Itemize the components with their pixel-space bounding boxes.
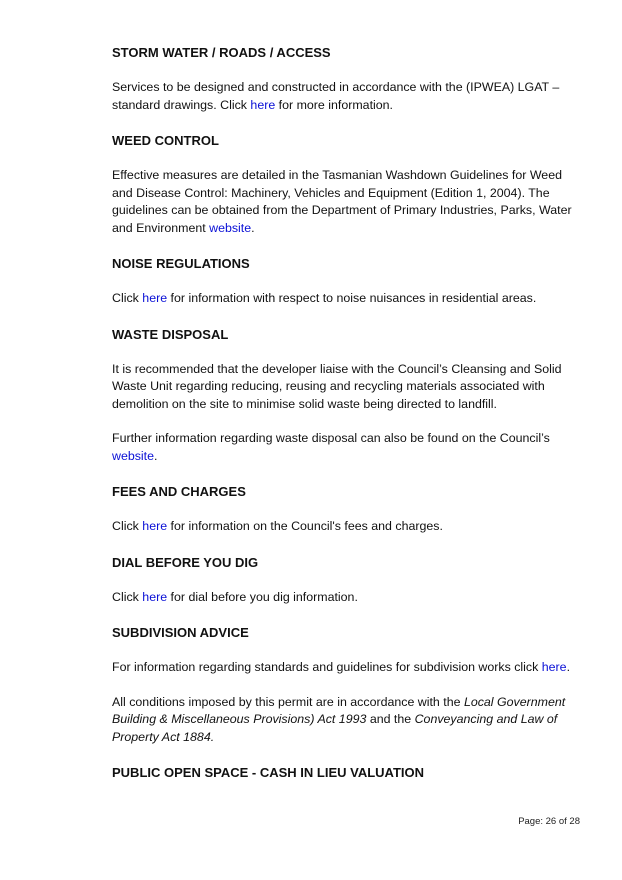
text: Services to be designed and constructed in accordance with the (IPWEA) LGAT – standard drawings. Click <box>112 80 560 112</box>
subdivision-here-link[interactable]: here <box>541 660 567 674</box>
act-title-lgbmp: Local Government Building & Miscellaneous Provisions) Act 1993 <box>112 694 566 726</box>
dial-here-link[interactable]: here <box>142 589 168 604</box>
heading-storm-water: STORM WATER / ROADS / ACCESS <box>112 45 331 60</box>
waste-website-link[interactable]: website <box>112 448 155 463</box>
text: . <box>566 660 571 674</box>
heading-weed-control: WEED CONTROL <box>112 133 219 148</box>
paragraph-dial <box>112 589 572 607</box>
weed-website-link[interactable]: website <box>209 220 252 235</box>
paragraph-subdivision-2 <box>112 694 572 747</box>
text: Click <box>112 519 143 533</box>
paragraph-waste-1: It is recommended that the developer liaise with the Council’s Cleansing and Solid Waste Unit regarding reducing, reusing and recycling materials associated with demolition on the site to minimise solid waste being directed to landfill. <box>112 361 562 411</box>
text: for dial before you dig information. <box>167 589 358 604</box>
text: for information with respect to noise nuisances in residential areas. <box>167 291 537 305</box>
noise-here-link[interactable]: here <box>142 291 168 305</box>
text: Effective measures are detailed in the Tasmanian Washdown Guidelines for Weed and Disease Control: Machinery, Vehicles and Equipment (Edition 1, 2004). The guidelines can be obtained from the Department of Primary Industries, Parks, Water and Environment <box>112 168 572 235</box>
text: Click <box>112 291 143 305</box>
text: and the <box>366 712 415 726</box>
heading-subdivision-advice: SUBDIVISION ADVICE <box>112 625 249 640</box>
page-number: Page: 26 of 28 <box>518 816 580 827</box>
paragraph-weed-control <box>112 167 572 237</box>
heading-fees-charges: FEES AND CHARGES <box>112 484 246 499</box>
text: . <box>251 220 255 235</box>
paragraph-storm-water <box>112 79 572 114</box>
fees-here-link[interactable]: here <box>142 519 168 533</box>
text: for more information. <box>275 97 393 112</box>
text: . <box>154 448 158 463</box>
text: For information regarding standards and guidelines for subdivision works click <box>112 660 542 674</box>
paragraph-waste-2 <box>112 430 572 465</box>
storm-water-here-link[interactable]: here <box>250 97 276 112</box>
text: Further information regarding waste disposal can also be found on the Council’s <box>112 431 550 445</box>
document-page <box>112 44 572 781</box>
heading-waste-disposal: WASTE DISPOSAL <box>112 326 229 342</box>
text: for information on the Council's fees and charges. <box>167 519 443 533</box>
text: All conditions imposed by this permit are in accordance with the <box>112 694 464 709</box>
heading-noise-regulations: NOISE REGULATIONS <box>112 256 250 271</box>
text: Click <box>112 589 143 604</box>
heading-dial-before-you-dig: DIAL BEFORE YOU DIG <box>112 554 259 570</box>
act-title-conveyancing: Conveyancing and Law of Property Act 1884. <box>112 712 558 744</box>
paragraph-subdivision-1 <box>112 659 572 677</box>
heading-public-open-space: PUBLIC OPEN SPACE - CASH IN LIEU VALUATION <box>112 765 425 780</box>
paragraph-noise <box>112 290 572 308</box>
paragraph-fees <box>112 518 572 536</box>
